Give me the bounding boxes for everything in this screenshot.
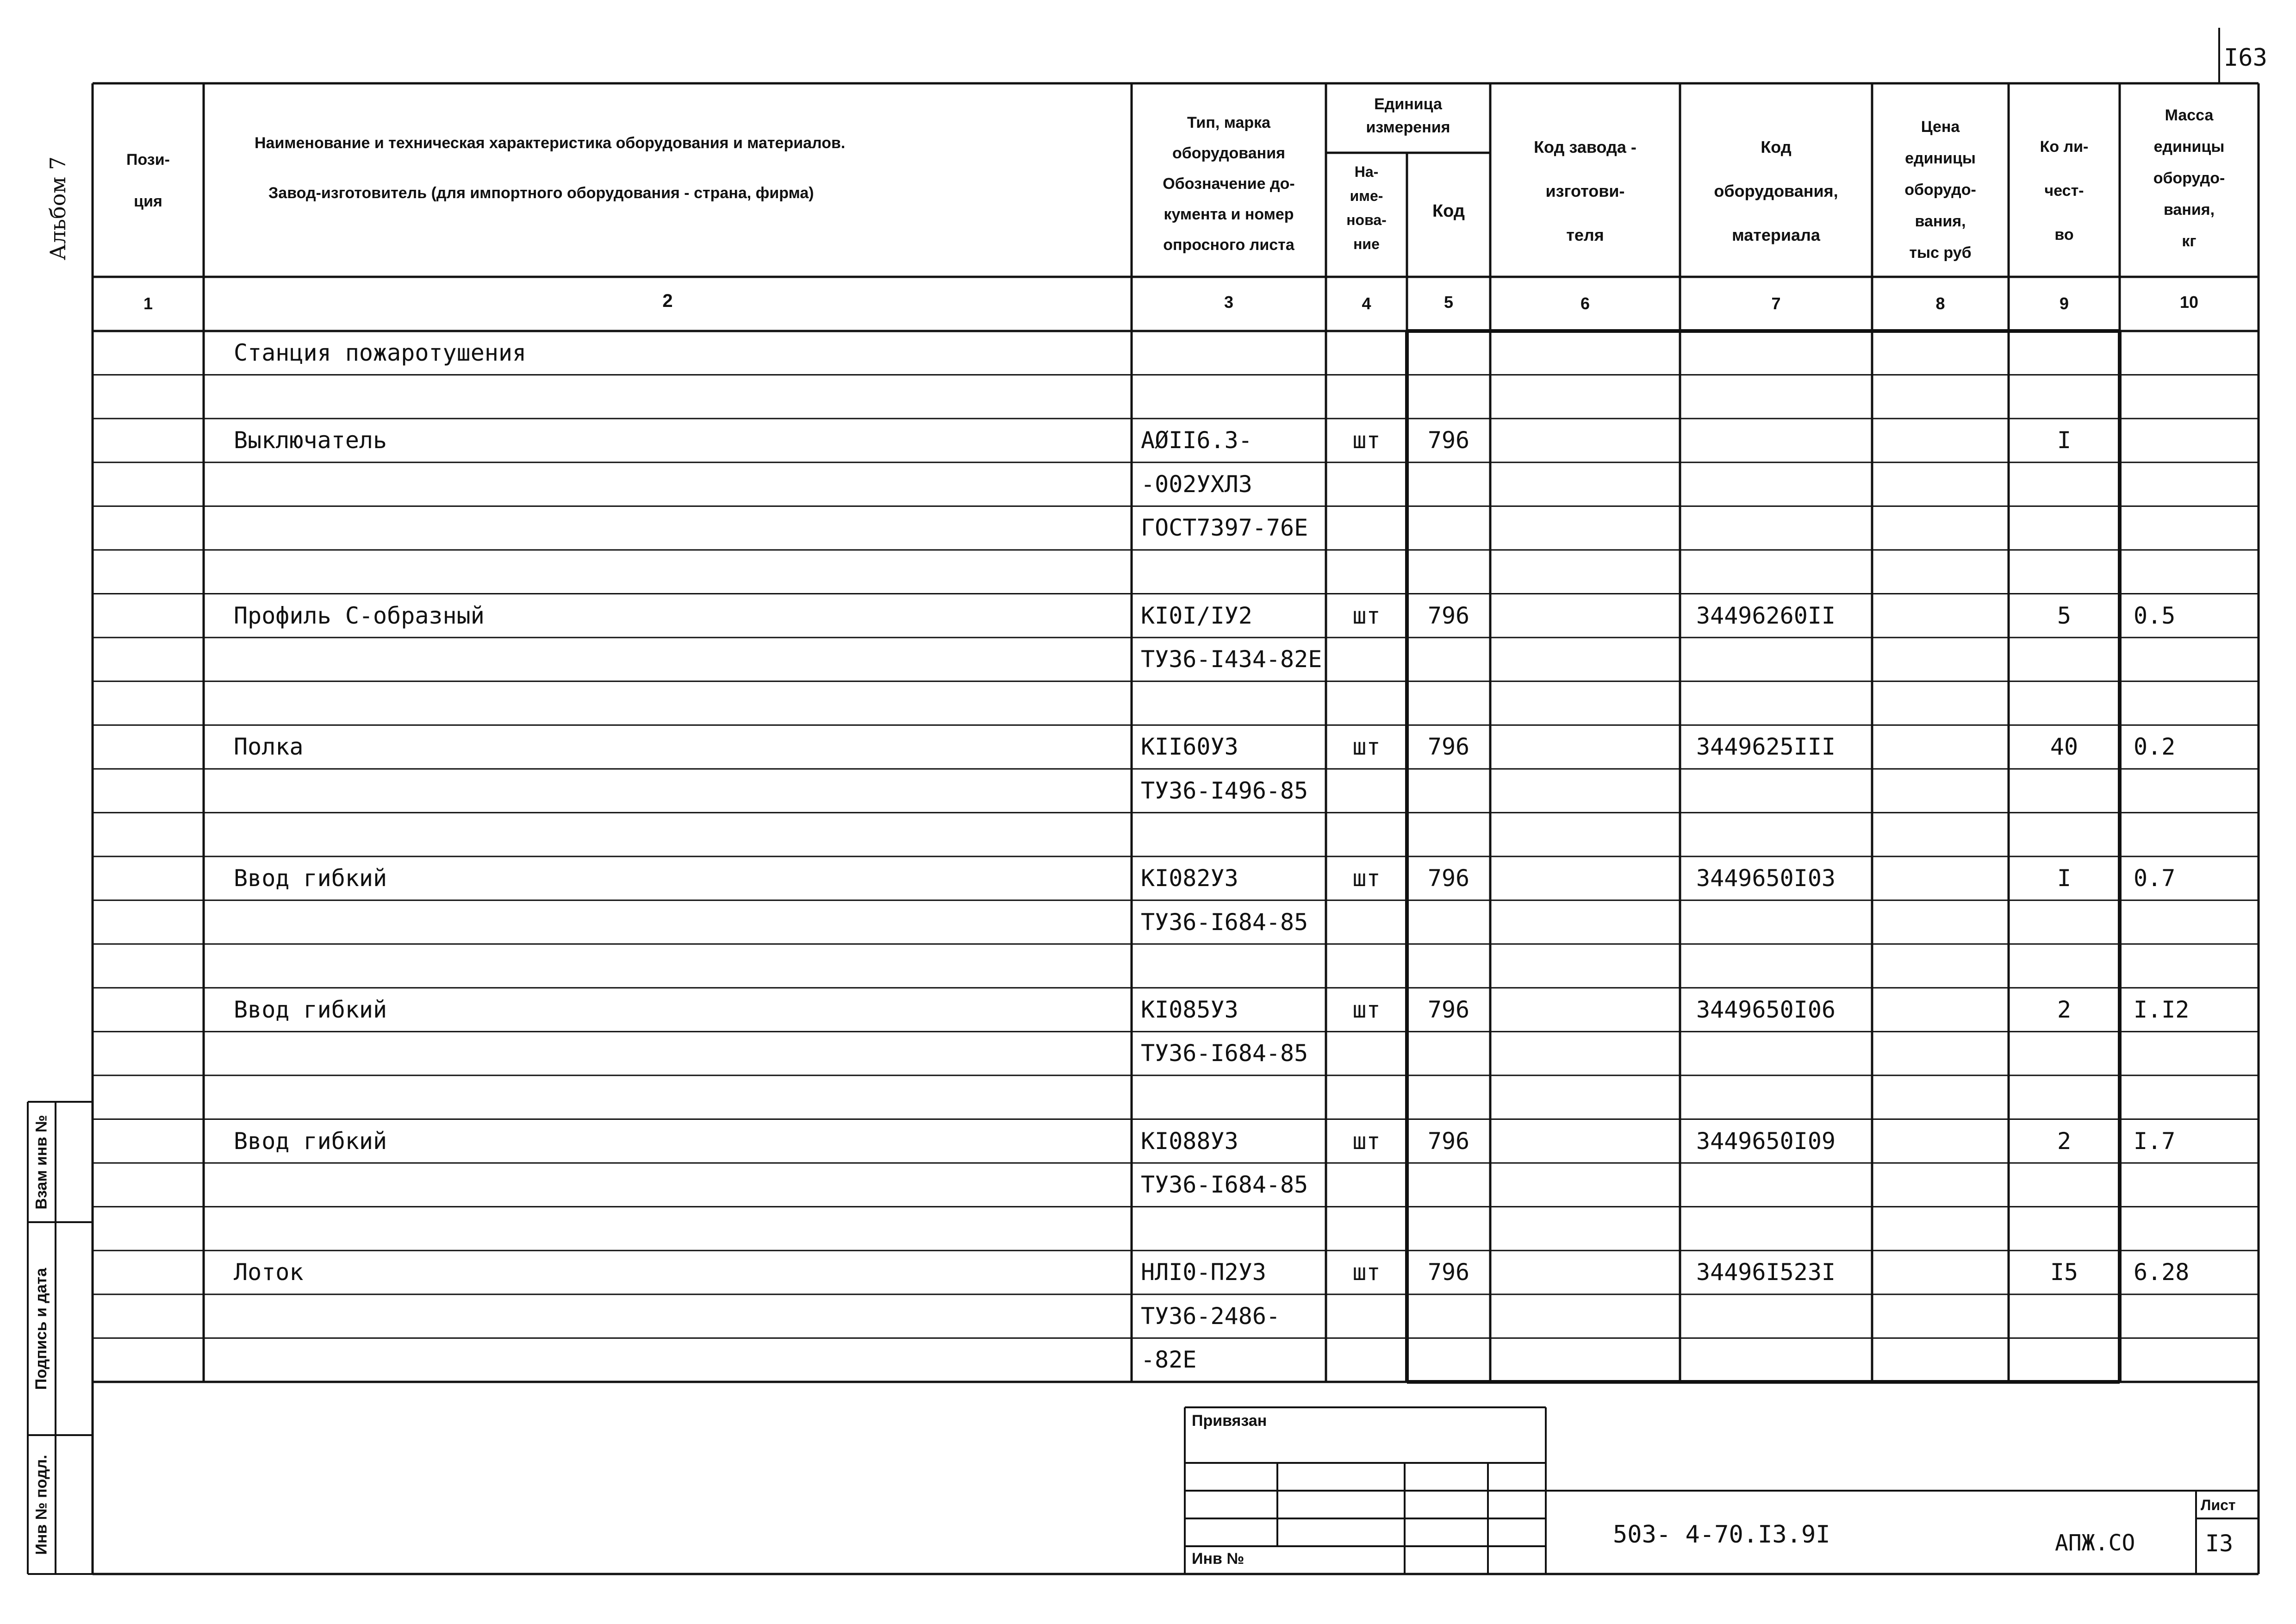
- cell-name: [234, 812, 1113, 856]
- cell-code: [1407, 681, 1490, 725]
- cell-name: Лоток: [234, 1259, 304, 1286]
- cell-type: [1141, 1075, 1324, 1119]
- cell-qty: [2009, 812, 2120, 856]
- cell-code: [1407, 462, 1490, 506]
- cell-equip: [1696, 331, 1872, 375]
- cell-equip: [1696, 418, 1872, 462]
- cell-unit: [1326, 1207, 1407, 1251]
- cell-type: ТУ36-I496-85: [1141, 777, 1308, 804]
- cell-qty: [2009, 1338, 2120, 1382]
- cell-code: [1407, 944, 1490, 988]
- cell-unit: [1326, 900, 1407, 944]
- cell-name: [234, 900, 1113, 944]
- col-number-2: 2: [662, 291, 673, 311]
- cell-name: Ввод гибкий: [234, 865, 387, 892]
- cell-code: [1407, 812, 1490, 856]
- cell-equip: 3449650I03: [1696, 865, 1836, 892]
- header-type: Тип, марка оборудования Обозначение до- кумента и номер опросного листа: [1163, 114, 1295, 254]
- cell-code: 796: [1427, 1127, 1470, 1155]
- cell-qty: [2009, 681, 2120, 725]
- cell-code: 796: [1427, 602, 1470, 629]
- cell-qty: 2: [2057, 1127, 2072, 1155]
- col-number-9: 9: [2059, 294, 2069, 313]
- cell-code: 796: [1427, 865, 1470, 892]
- cell-mass: [2134, 1075, 2259, 1119]
- header-name-line1: Наименование и техническая характеристика оборудования и материалов.: [255, 134, 846, 152]
- side-stamp-2-wrap: [29, 1222, 55, 1435]
- cell-name: [234, 506, 1113, 550]
- cell-type: [1141, 375, 1324, 419]
- cell-qty: [2009, 375, 2120, 419]
- cell-mass: [2134, 375, 2259, 419]
- cell-code: [1407, 1075, 1490, 1119]
- cell-code: [1407, 1031, 1490, 1075]
- cell-type: [1141, 681, 1324, 725]
- side-stamp-original: Инв № подл.: [32, 1454, 50, 1555]
- col-number-5: 5: [1444, 293, 1454, 312]
- header-plant-code: Код завода - изготови- теля: [1534, 137, 1636, 244]
- cell-qty: [2009, 769, 2120, 813]
- cell-name: [234, 1163, 1113, 1207]
- header-mass: Масса единицы оборудо- вания, кг: [2153, 106, 2225, 250]
- side-stamp-signature: Подпись и дата: [32, 1268, 50, 1390]
- cell-equip: [1696, 769, 1872, 813]
- cell-equip: [1696, 550, 1872, 594]
- cell-type: [1141, 944, 1324, 988]
- cell-qty: [2009, 462, 2120, 506]
- cell-equip: [1696, 681, 1872, 725]
- cell-equip: [1696, 1031, 1872, 1075]
- cell-unit: [1326, 506, 1407, 550]
- side-stamp-3-wrap: [29, 1435, 55, 1574]
- cell-type: [1141, 1207, 1324, 1251]
- cell-code: [1407, 331, 1490, 375]
- cell-type: ТУ36-2486-: [1141, 1302, 1281, 1330]
- cell-name: [234, 944, 1113, 988]
- cell-mass: I.I2: [2134, 996, 2190, 1023]
- cell-name: [234, 1294, 1113, 1338]
- header-quantity: Ко ли- чест- во: [2040, 138, 2089, 244]
- cell-equip: 3449650I06: [1696, 996, 1836, 1023]
- cell-unit: [1326, 944, 1407, 988]
- cell-unit: [1326, 637, 1407, 681]
- col-number-6: 6: [1580, 294, 1590, 313]
- cell-code: [1407, 637, 1490, 681]
- cell-mass: [2134, 462, 2259, 506]
- cell-unit: шт: [1352, 427, 1381, 454]
- cell-name: Станция пожаротушения: [234, 339, 527, 366]
- cell-unit: [1326, 331, 1407, 375]
- header-equipment-code: Код оборудования, материала: [1714, 137, 1838, 244]
- cell-code: 796: [1427, 427, 1470, 454]
- cell-unit: шт: [1352, 1127, 1381, 1155]
- cell-name: [234, 681, 1113, 725]
- cell-type: -002УХЛ3: [1141, 470, 1252, 498]
- cell-mass: [2134, 1031, 2259, 1075]
- cell-mass: [2134, 1207, 2259, 1251]
- cell-equip: [1696, 900, 1872, 944]
- cell-type: АØII6.3-: [1141, 427, 1252, 454]
- cell-type: [1141, 550, 1324, 594]
- cell-name: [234, 1338, 1113, 1382]
- cell-code: [1407, 900, 1490, 944]
- col-number-10: 10: [2179, 293, 2199, 312]
- document-code: 503- 4-70.I3.9I: [1613, 1521, 1830, 1549]
- album-label-wrap: [32, 153, 83, 264]
- cell-mass: [2134, 900, 2259, 944]
- cell-equip: 3449650I09: [1696, 1127, 1836, 1155]
- cell-type: ТУ36-I434-82Е: [1141, 646, 1322, 673]
- cell-qty: [2009, 331, 2120, 375]
- header-unit-code: Код: [1432, 201, 1465, 221]
- cell-qty: [2009, 506, 2120, 550]
- cell-equip: [1696, 1075, 1872, 1119]
- cell-type: КI088У3: [1141, 1127, 1238, 1155]
- cell-equip: [1696, 506, 1872, 550]
- cell-unit: шт: [1352, 865, 1381, 892]
- cell-type: ТУ36-I684-85: [1141, 1171, 1308, 1199]
- cell-mass: [2134, 331, 2259, 375]
- cell-equip: 34496I523I: [1696, 1259, 1836, 1286]
- cell-qty: [2009, 1075, 2120, 1119]
- cell-type: -82Е: [1141, 1346, 1197, 1374]
- header-unit: Единица измерения: [1366, 95, 1450, 136]
- cell-qty: [2009, 944, 2120, 988]
- cell-qty: I: [2057, 865, 2072, 892]
- cell-unit: [1326, 1163, 1407, 1207]
- cell-type: ТУ36-I684-85: [1141, 1040, 1308, 1067]
- cell-equip: [1696, 375, 1872, 419]
- stamp-inv-label: Инв №: [1192, 1550, 1244, 1568]
- cell-qty: [2009, 1031, 2120, 1075]
- cell-name: [234, 550, 1113, 594]
- cell-qty: [2009, 1207, 2120, 1251]
- cell-type: [1141, 331, 1324, 375]
- cell-equip: 3449625III: [1696, 733, 1836, 761]
- cell-unit: [1326, 1031, 1407, 1075]
- cell-type: КI082У3: [1141, 865, 1238, 892]
- document-mark: АПЖ.СО: [2055, 1530, 2135, 1556]
- cell-type: ГОСТ7397-76Е: [1141, 514, 1308, 542]
- cell-code: [1407, 1294, 1490, 1338]
- cell-qty: 2: [2057, 996, 2072, 1023]
- cell-name: [234, 1075, 1113, 1119]
- header-unit-name: На- име- нова- ние: [1346, 163, 1387, 252]
- cell-equip: [1696, 462, 1872, 506]
- cell-equip: [1696, 812, 1872, 856]
- cell-qty: [2009, 900, 2120, 944]
- cell-equip: 34496260II: [1696, 602, 1836, 629]
- cell-unit: шт: [1352, 733, 1381, 761]
- cell-qty: [2009, 550, 2120, 594]
- cell-code: [1407, 375, 1490, 419]
- cell-unit: [1326, 681, 1407, 725]
- cell-type: КI0I/IУ2: [1141, 602, 1252, 629]
- header-position: Пози- ция: [126, 151, 170, 210]
- cell-name: Полка: [234, 733, 304, 761]
- cell-qty: I5: [2050, 1259, 2078, 1286]
- sheet-number: I3: [2205, 1530, 2234, 1557]
- cell-type: [1141, 812, 1324, 856]
- cell-mass: I.7: [2134, 1127, 2176, 1155]
- cell-type: КI085У3: [1141, 996, 1238, 1023]
- cell-equip: [1696, 1163, 1872, 1207]
- cell-name: [234, 1207, 1113, 1251]
- cell-unit: [1326, 375, 1407, 419]
- cell-qty: [2009, 1294, 2120, 1338]
- cell-name: [234, 1031, 1113, 1075]
- col-number-7: 7: [1771, 294, 1781, 313]
- cell-name: Ввод гибкий: [234, 1127, 387, 1155]
- cell-unit: [1326, 1075, 1407, 1119]
- col-number-4: 4: [1362, 294, 1371, 313]
- cell-name: [234, 769, 1113, 813]
- cell-unit: шт: [1352, 996, 1381, 1023]
- col-number-8: 8: [1935, 294, 1945, 313]
- cell-code: 796: [1427, 733, 1470, 761]
- page-number: I63: [2224, 44, 2267, 72]
- cell-mass: [2134, 1294, 2259, 1338]
- cell-type: НЛI0-П2У3: [1141, 1259, 1266, 1286]
- cell-mass: [2134, 637, 2259, 681]
- sheet-label: Лист: [2201, 1497, 2236, 1513]
- cell-unit: [1326, 550, 1407, 594]
- cell-mass: [2134, 506, 2259, 550]
- cell-mass: [2134, 769, 2259, 813]
- side-stamp-replace: Взам инв №: [32, 1114, 50, 1210]
- stamp-bound-label: Привязан: [1192, 1412, 1267, 1430]
- cell-type: ТУ36-I684-85: [1141, 908, 1308, 936]
- cell-mass: 0.5: [2134, 602, 2176, 629]
- cell-name: Профиль С-образный: [234, 602, 485, 629]
- cell-name: [234, 462, 1113, 506]
- cell-code: [1407, 1338, 1490, 1382]
- cell-type: КII60У3: [1141, 733, 1238, 761]
- cell-mass: 6.28: [2134, 1259, 2190, 1286]
- cell-mass: [2134, 944, 2259, 988]
- cell-mass: [2134, 812, 2259, 856]
- cell-mass: [2134, 418, 2259, 462]
- cell-equip: [1696, 944, 1872, 988]
- cell-unit: шт: [1352, 1259, 1381, 1286]
- cell-qty: 40: [2050, 733, 2078, 761]
- cell-equip: [1696, 637, 1872, 681]
- col-number-3: 3: [1224, 293, 1234, 312]
- col-number-1: 1: [143, 294, 153, 313]
- cell-name: [234, 637, 1113, 681]
- cell-unit: шт: [1352, 602, 1381, 629]
- cell-unit: [1326, 462, 1407, 506]
- side-stamp-1-wrap: [29, 1102, 55, 1222]
- cell-code: 796: [1427, 1259, 1470, 1286]
- cell-unit: [1326, 1338, 1407, 1382]
- cell-equip: [1696, 1207, 1872, 1251]
- cell-mass: [2134, 550, 2259, 594]
- cell-mass: [2134, 681, 2259, 725]
- cell-code: [1407, 1163, 1490, 1207]
- header-name-line2: Завод-изготовитель (для импортного оборудования - страна, фирма): [268, 184, 814, 202]
- cell-qty: 5: [2057, 602, 2072, 629]
- cell-code: [1407, 769, 1490, 813]
- cell-mass: 0.7: [2134, 865, 2176, 892]
- cell-mass: [2134, 1338, 2259, 1382]
- header-price: Цена единицы оборудо- вания, тыс руб: [1904, 118, 1976, 262]
- cell-mass: 0.2: [2134, 733, 2176, 761]
- cell-code: [1407, 550, 1490, 594]
- cell-name: Ввод гибкий: [234, 996, 387, 1023]
- cell-code: [1407, 1207, 1490, 1251]
- album-label: Альбом 7: [45, 156, 71, 261]
- cell-qty: [2009, 1163, 2120, 1207]
- cell-qty: I: [2057, 427, 2072, 454]
- cell-code: 796: [1427, 996, 1470, 1023]
- cell-name: Выключатель: [234, 427, 387, 454]
- cell-equip: [1696, 1294, 1872, 1338]
- cell-unit: [1326, 812, 1407, 856]
- cell-mass: [2134, 1163, 2259, 1207]
- cell-name: [234, 375, 1113, 419]
- cell-code: [1407, 506, 1490, 550]
- cell-unit: [1326, 1294, 1407, 1338]
- cell-unit: [1326, 769, 1407, 813]
- cell-equip: [1696, 1338, 1872, 1382]
- cell-qty: [2009, 637, 2120, 681]
